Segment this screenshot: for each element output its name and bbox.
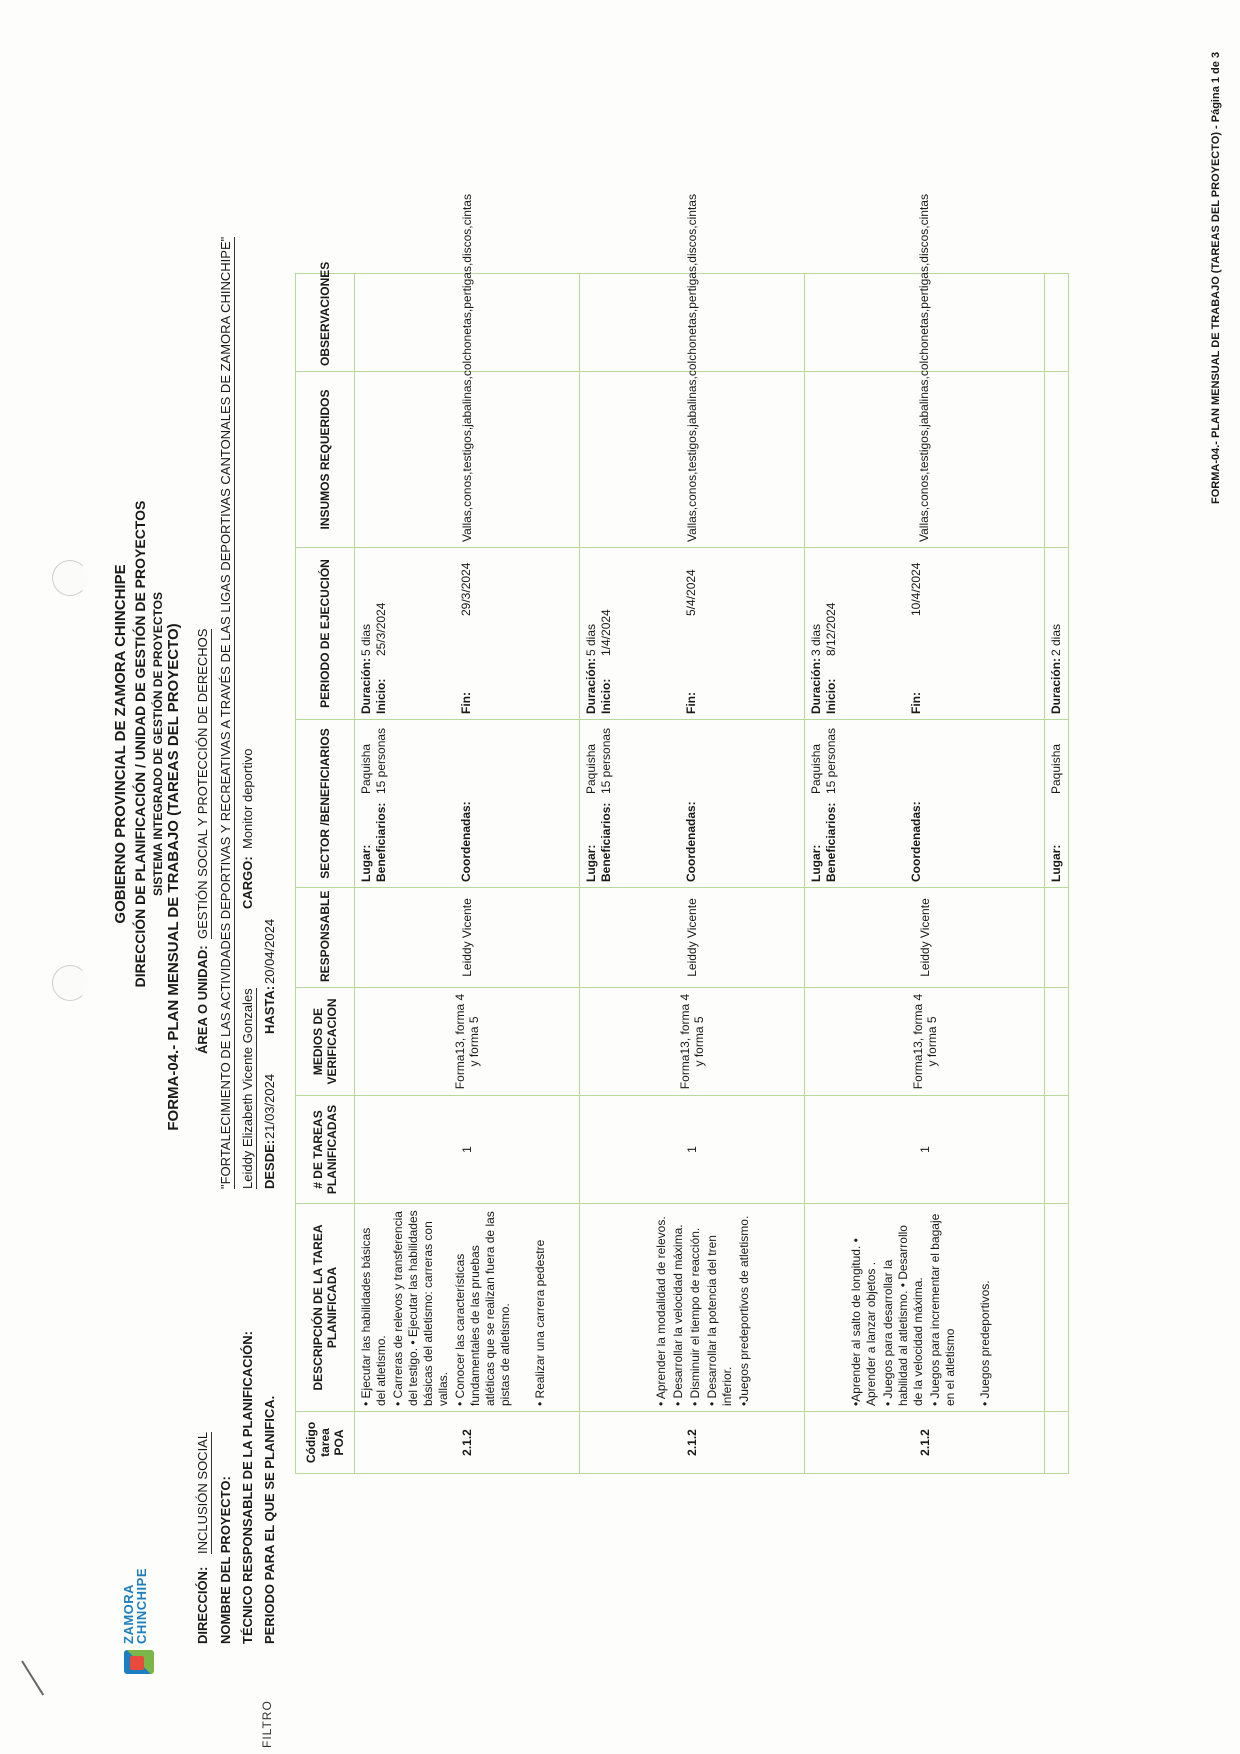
direction-name: DIRECCIÓN DE PLANIFICACIÓN / UNIDAD DE GESTIÓN DE PROYECTOS	[132, 500, 148, 988]
inicio-value: 8/12/2024	[824, 602, 838, 656]
tecnico-label: TÉCNICO RESPONSABLE DE LA PLANIFICACIÓN:	[240, 1331, 255, 1644]
cell-code: 2.1.2	[805, 1412, 1045, 1474]
inicio-value: 1/4/2024	[599, 609, 613, 656]
cell-sector	[580, 720, 805, 888]
hasta-value: 20/04/2024	[262, 918, 277, 984]
tecnico-value: Leiddy Elizabeth Vicente Gonzales	[240, 988, 255, 1189]
inicio-label: Inicio:	[824, 678, 838, 714]
cell-responsable: Leiddy Vicente	[580, 888, 805, 988]
duracion-value: 5 dias	[359, 623, 373, 656]
desc-line: • Realizar una carrera pedestre	[533, 1239, 547, 1406]
duracion-value: 2 dias	[1049, 623, 1063, 656]
side-label: FILTRO	[260, 1700, 274, 1748]
cargo-label: CARGO:	[240, 856, 255, 909]
cell-code: 2.1.2	[355, 1412, 580, 1474]
desc-line: •Juegos predeportivos de atletismo.	[737, 1215, 751, 1406]
duracion-label: Duración:	[1049, 657, 1063, 714]
cell-insumos: Vallas,conos,testigos,jabalinas,colchonetas,pertigas,discos,cintas	[355, 372, 580, 548]
beneficiarios-label: Beneficiarios:	[599, 802, 613, 882]
col-header-insumos: INSUMOS REQUERIDOS	[296, 372, 355, 548]
col-header-sector: SECTOR /BENEFICIARIOS	[296, 720, 355, 888]
cell-description	[355, 1204, 580, 1412]
cell-medios: Forma13, forma 4 y forma 5	[355, 988, 580, 1096]
periodo-label: PERIODO PARA EL QUE SE PLANIFICA.	[262, 1395, 277, 1644]
lugar-label: Lugar:	[359, 844, 373, 882]
cell-code	[1045, 1412, 1069, 1474]
lugar-value: Paquisha	[809, 743, 823, 794]
table-row	[355, 274, 580, 1474]
lugar-value: Paquisha	[359, 743, 373, 794]
logo-accent-icon	[130, 1656, 144, 1670]
col-header-medios: MEDIOS DE VERIFICACION	[296, 988, 355, 1096]
cell-periodo	[580, 548, 805, 720]
desc-line: •Aprender al salto de longitud. • Aprender a lanzar objetos .	[849, 1238, 878, 1406]
beneficiarios-value: 15 personas	[374, 727, 388, 794]
beneficiarios-value: 15 personas	[599, 727, 613, 794]
logo	[118, 1567, 168, 1674]
cell-insumos: Vallas,conos,testigos,jabalinas,colchonetas,pertigas,discos,cintas	[805, 372, 1045, 548]
fin-value: 29/3/2024	[459, 562, 473, 616]
desc-line: • Disminuir el tiempo de reacción.	[688, 1227, 702, 1406]
lugar-label: Lugar:	[809, 844, 823, 882]
col-header-codigo: Código tarea POA	[296, 1412, 355, 1474]
cell-periodo	[355, 548, 580, 720]
cell-code: 2.1.2	[580, 1412, 805, 1474]
col-header-descripcion: DESCRIPCIÓN DE LA TAREA PLANIFICADA	[296, 1204, 355, 1412]
lugar-value: Paquisha	[584, 743, 598, 794]
lugar-value: Paquisha	[1049, 743, 1063, 794]
proyecto-label: NOMBRE DEL PROYECTO:	[218, 1476, 233, 1644]
col-header-num-tareas: # DE TAREAS PLANIFICADAS	[296, 1096, 355, 1204]
desc-line: • Juegos para desarrollar la habilidad al atletismo. • Desarrollo de la velocidad máxima.	[881, 1225, 925, 1406]
cell-insumos: Vallas,conos,testigos,jabalinas,colchonetas,pertigas,discos,cintas	[580, 372, 805, 548]
cell-observaciones	[1045, 274, 1069, 372]
desc-line: • Juegos predeportivos.	[978, 1280, 992, 1406]
duracion-label: Duración:	[359, 657, 373, 714]
fin-label: Fin:	[909, 692, 923, 714]
lugar-label: Lugar:	[1049, 844, 1063, 882]
cell-num-tareas: 1	[805, 1096, 1045, 1204]
cell-medios: Forma13, forma 4 y forma 5	[805, 988, 1045, 1096]
col-header-periodo: PERIODO DE EJECUCIÓN	[296, 548, 355, 720]
coordenadas-label: Coordenadas:	[459, 801, 473, 882]
cell-num-tareas: 1	[580, 1096, 805, 1204]
fin-label: Fin:	[459, 692, 473, 714]
direccion-value: INCLUSIÓN SOCIAL	[195, 1431, 210, 1554]
desde-label: DESDE:	[262, 1139, 277, 1189]
cell-sector	[805, 720, 1045, 888]
cell-num-tareas	[1045, 1096, 1069, 1204]
desc-line: • Desarrollar la velocidad máxima.	[671, 1224, 685, 1406]
inicio-value: 25/3/2024	[374, 602, 388, 656]
duracion-label: Duración:	[584, 657, 598, 714]
desc-line: • Aprender la modalidad de relevos.	[654, 1216, 668, 1406]
hasta-label: HASTA:	[262, 985, 277, 1034]
inicio-label: Inicio:	[374, 678, 388, 714]
duracion-label: Duración:	[809, 657, 823, 714]
fin-value: 10/4/2024	[909, 562, 923, 616]
desc-line: • Ejecutar las habilidades básicas del atletismo.	[359, 1227, 388, 1406]
beneficiarios-label: Beneficiarios:	[374, 802, 388, 882]
direccion-label: DIRECCIÓN:	[195, 1566, 210, 1644]
cell-description	[580, 1204, 805, 1412]
table-row	[805, 274, 1045, 1474]
cell-medios	[1045, 988, 1069, 1096]
coordenadas-label: Coordenadas:	[909, 801, 923, 882]
duracion-value: 5 dias	[584, 623, 598, 656]
page-footer: FORMA-04.- PLAN MENSUAL DE TRABAJO (TAREAS DEL PROYECTO) - Página 1 de 3	[1210, 51, 1222, 504]
desc-line: • Carreras de relevos y transferencia del testigo. • Ejecutar las habilidades básicas del atletismo: carreras con vallas.	[391, 1210, 450, 1406]
area-label: ÁREA O UNIDAD:	[195, 945, 210, 1054]
proyecto-value: "FORTALECIMIENTO DE LAS ACTIVIDADES DEPORTIVAS Y RECREATIVAS A TRAVÉS DE LAS LIGAS DEPORTIVAS CANTONALES DE ZAMORA CHINCHIPE"	[218, 236, 233, 1189]
area-value: GESTIÓN SOCIAL Y PROTECCIÓN DE DERECHOS	[195, 628, 210, 939]
cell-periodo	[805, 548, 1045, 720]
inicio-label: Inicio:	[599, 678, 613, 714]
cell-insumos	[1045, 372, 1069, 548]
fin-value: 5/4/2024	[684, 569, 698, 616]
document-title: FORMA-04.- PLAN MENSUAL DE TRABAJO (TAREAS DEL PROYECTO)	[165, 623, 182, 1131]
desde-value: 21/03/2024	[262, 1073, 277, 1139]
col-header-observaciones: OBSERVACIONES	[296, 274, 355, 372]
cell-periodo	[1045, 548, 1069, 720]
cell-responsable: Leiddy Vicente	[355, 888, 580, 988]
desc-line: • Conocer las características fundamentales de las pruebas atléticas que se realizan fuera de las pistas de atletismo.	[453, 1211, 512, 1406]
desc-line: • Desarrollar la potencia del tren inferior.	[705, 1235, 734, 1406]
fin-label: Fin:	[684, 692, 698, 714]
col-header-responsable: RESPONSABLE	[296, 888, 355, 988]
duracion-value: 3 dias	[809, 623, 823, 656]
cell-responsable	[1045, 888, 1069, 988]
table-row	[580, 274, 805, 1474]
logo-text: ZAMORA CHINCHIPE	[121, 1567, 149, 1644]
institution-name: GOBIERNO PROVINCIAL DE ZAMORA CHINCHIPE	[112, 564, 129, 924]
cell-medios: Forma13, forma 4 y forma 5	[580, 988, 805, 1096]
cargo-value: Monitor deportivo	[240, 748, 255, 849]
tasks-table	[295, 194, 1069, 1474]
lugar-label: Lugar:	[584, 844, 598, 882]
cell-description	[805, 1204, 1045, 1412]
coordenadas-label: Coordenadas:	[684, 801, 698, 882]
table-header-row	[296, 274, 355, 1474]
cell-sector	[355, 720, 580, 888]
table-row	[1045, 274, 1069, 1474]
beneficiarios-label: Beneficiarios:	[824, 802, 838, 882]
cell-description	[1045, 1204, 1069, 1412]
desc-line: • Juegos para incrementar el bagaje en el atletismo	[928, 1213, 957, 1406]
cell-sector	[1045, 720, 1069, 888]
cell-responsable: Leiddy Vicente	[805, 888, 1045, 988]
system-name: SISTEMA INTEGRADO DE GESTIÓN DE PROYECTOS	[151, 591, 165, 897]
cell-num-tareas: 1	[355, 1096, 580, 1204]
beneficiarios-value: 15 personas	[824, 727, 838, 794]
